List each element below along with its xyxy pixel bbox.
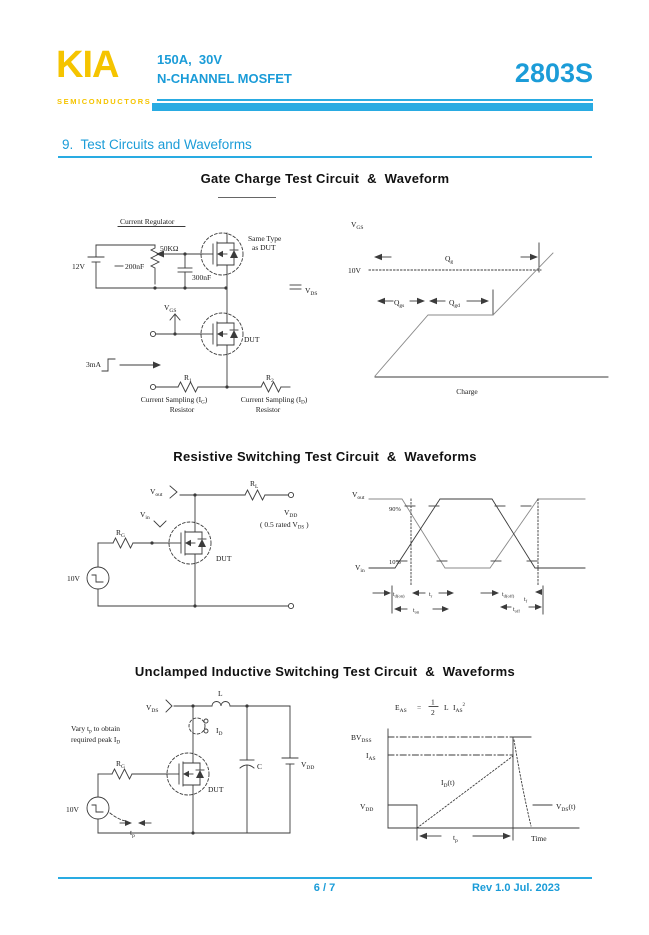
td-off-label: $t_{d(off)}$ xyxy=(502,592,515,599)
vin-probe xyxy=(140,510,166,527)
tf-label: $t_f$ xyxy=(524,597,528,604)
vdd-label: $V_{DD}$ xyxy=(284,508,298,519)
vin-trace xyxy=(369,499,585,568)
same-type-label-2: as DUT xyxy=(252,243,276,252)
dut-block xyxy=(150,303,259,355)
vds-label: $V_{DS}$ xyxy=(146,703,159,714)
energy-formula xyxy=(395,698,466,718)
timing-annotations xyxy=(373,586,543,614)
battery-12v xyxy=(88,257,104,262)
gate-drive xyxy=(67,528,169,606)
charge-axis-label: Charge xyxy=(456,387,478,396)
vdd-note: ( 0.5 rated $V_{DS}$ ) xyxy=(260,520,309,531)
bvdss-label: $BV_{DSS}$ xyxy=(351,733,372,744)
id-ramp xyxy=(417,756,513,828)
cap-label: C xyxy=(257,762,263,771)
gate-charge-waveform xyxy=(345,210,633,406)
pulse-generator xyxy=(87,797,109,819)
vds-fall xyxy=(514,740,531,826)
dut-label: DUT xyxy=(216,554,232,563)
formula-denominator: 2 xyxy=(431,708,435,717)
brand-logo: KIA xyxy=(56,44,119,86)
return-terminal xyxy=(288,603,293,608)
formula-eas: $E_{AS}$ xyxy=(395,703,407,714)
supply-voltage-label: 12V xyxy=(72,262,85,271)
qgs-label: $Q_{gs}$ xyxy=(394,298,405,309)
capacitor-300nf xyxy=(178,252,211,288)
dut-mosfet-symbol xyxy=(169,522,211,564)
header-rule-thin xyxy=(157,99,593,101)
inductor-l xyxy=(212,689,230,706)
r1-label: $R_1$ xyxy=(184,373,192,384)
qgd-label: $Q_{gd}$ xyxy=(449,298,460,309)
vdd-label: $V_{DD}$ xyxy=(301,760,315,771)
regulator-mosfet-symbol xyxy=(201,233,243,275)
gate-charge-title-underline xyxy=(218,197,276,198)
page-number: 6 / 7 xyxy=(313,882,336,894)
tp-span xyxy=(419,833,511,844)
device-summary xyxy=(157,51,292,89)
r2-label: $R_2$ xyxy=(266,373,274,384)
brand-logo-subtext: SEMICONDUCTORS xyxy=(57,97,152,106)
ton-label: $t_{on}$ xyxy=(413,608,420,615)
formula-numerator: 1 xyxy=(431,697,435,707)
ias-label: $I_{AS}$ xyxy=(366,751,376,762)
pot-value-label: 50KΩ xyxy=(160,244,179,253)
device-type: N-CHANNEL MOSFET xyxy=(157,70,292,86)
dut-label: DUT xyxy=(244,335,260,344)
section-heading: 9. Test Circuits and Waveforms xyxy=(62,137,252,152)
dut-mosfet-symbol xyxy=(167,753,209,795)
dut-mosfet-symbol xyxy=(201,313,243,355)
pulse-voltage-label: 10V xyxy=(66,805,79,814)
tp-span-label: $t_p$ xyxy=(453,833,458,844)
rg-label: $R_G$ xyxy=(116,759,125,770)
vdd-battery xyxy=(282,706,314,833)
uis-waveform xyxy=(345,683,635,873)
qg-label: $Q_g$ xyxy=(445,254,454,265)
gate-charge-circuit-diagram xyxy=(58,208,350,420)
datasheet-page xyxy=(0,18,649,935)
header-rule-thick xyxy=(152,103,593,111)
part-number: 2803S xyxy=(514,58,593,88)
vdd-level-label: $V_{DD}$ xyxy=(360,802,374,813)
revision-label: Rev 1.0 Jul. 2023 xyxy=(471,882,560,894)
r2-caption: Current Sampling $(I_D)$ xyxy=(240,395,308,406)
vout-label: $V_{out}$ xyxy=(150,487,163,498)
bias-current-label: 3mA xyxy=(86,360,101,369)
same-type-label-1: Same Type xyxy=(248,234,282,243)
id-label: $I_D$ xyxy=(216,726,223,737)
dut-label: DUT xyxy=(208,785,224,794)
vds-t-label: $V_{DS}(t)$ xyxy=(556,802,576,813)
vgs-probe xyxy=(164,303,180,334)
formula-ias: $I_{AS}^2$ xyxy=(453,702,466,714)
resistor-rg-symbol xyxy=(112,769,132,779)
cap2-value-label: 300nF xyxy=(192,273,212,282)
vds-probe xyxy=(146,700,172,714)
gate-drive xyxy=(66,759,167,839)
td-on-label: $t_{d(on)}$ xyxy=(393,592,405,599)
r2-caption-line2: Resistor xyxy=(255,405,281,414)
resistor-rg-symbol xyxy=(113,538,133,548)
capacitor-c xyxy=(240,704,262,833)
time-axis-label: Time xyxy=(531,834,547,843)
rg-label: $R_G$ xyxy=(116,528,125,539)
footer-rule xyxy=(58,877,592,879)
id-curve-label: $I_D(t)$ xyxy=(441,778,455,789)
uis-circuit-diagram xyxy=(58,686,350,841)
resistive-waveform xyxy=(345,473,633,633)
bias-current-source xyxy=(86,359,161,371)
gate-pulse xyxy=(388,805,417,840)
current-regulator-block xyxy=(72,217,282,290)
vds-node xyxy=(227,275,317,313)
device-rating: 150A, 30V xyxy=(157,52,223,67)
r1-caption: Current Sampling $(I_G)$ xyxy=(140,395,208,406)
sampling-resistor-row xyxy=(141,355,308,414)
svg-text:200nF: 200nF xyxy=(125,262,145,271)
tp-label: $t_p$ xyxy=(130,828,135,839)
gate-charge-title: Gate Charge Test Circuit & Waveform xyxy=(200,171,450,186)
note-line2: required peak $I_D$ xyxy=(71,735,121,746)
vin-label: $V_{in}$ xyxy=(140,510,150,521)
resistive-circuit-diagram xyxy=(58,473,350,623)
vout-probe xyxy=(150,486,177,498)
p90-label: 90% xyxy=(389,506,401,513)
formula-equals: = xyxy=(417,703,422,712)
qgs-qgd-spans xyxy=(377,290,493,315)
vds-node-label: $V_{DS}$ xyxy=(305,286,318,297)
vgs-probe-label: $V_{GS}$ xyxy=(164,303,177,314)
qg-span xyxy=(374,243,539,272)
pulse-generator xyxy=(87,567,109,589)
current-probe-id xyxy=(189,718,223,737)
note-line1: Vary $t_p$ to obtain xyxy=(71,724,121,735)
capacitor-200nf-label xyxy=(115,262,144,271)
tr-label: $t_r$ xyxy=(429,592,433,599)
vdd-terminal xyxy=(288,492,293,497)
current-regulator-label: Current Regulator xyxy=(120,217,175,226)
vgs-curve xyxy=(375,253,553,376)
level-10v-label: 10V xyxy=(348,266,361,275)
vin-wave-label: $V_{in}$ xyxy=(355,563,365,574)
r1-caption-line2: Resistor xyxy=(169,405,195,414)
rl-label: $R_L$ xyxy=(250,479,259,490)
vout-wave-label: $V_{out}$ xyxy=(352,490,365,501)
toff-label: $t_{off}$ xyxy=(513,607,520,614)
uis-title: Unclamped Inductive Switching Test Circuit & Waveforms xyxy=(134,664,516,679)
resistive-title: Resistive Switching Test Circuit & Waveforms xyxy=(173,449,477,464)
formula-l: L xyxy=(444,703,449,712)
pulse-voltage-label: 10V xyxy=(67,574,80,583)
p10-label: 10% xyxy=(389,559,401,566)
vgs-axis-label: $V_{GS}$ xyxy=(351,220,364,231)
resistor-rl-symbol xyxy=(245,490,265,500)
resistor-r1-symbol xyxy=(178,382,198,392)
inductor-label: L xyxy=(218,689,223,698)
section-heading-rule xyxy=(58,156,592,158)
